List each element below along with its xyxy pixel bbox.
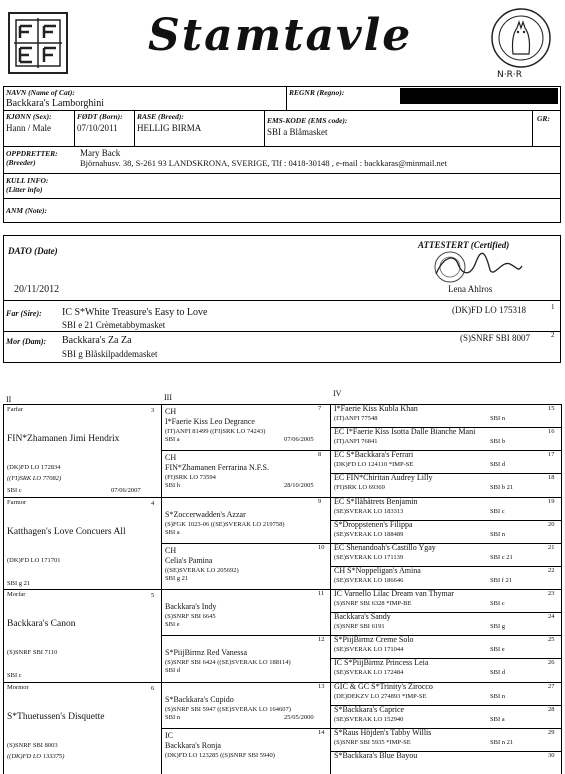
ancestor-title: CH: [165, 453, 177, 463]
ancestor-ems: SBI n: [490, 415, 505, 422]
ancestor-name: EC I*Faerie Kiss Isotta Dalle Bianche Mani: [334, 427, 476, 437]
ancestor-number: 30: [548, 751, 555, 759]
ancestor-name: IC S*PiijBirmz Princess Leia: [334, 658, 429, 668]
ancestor-name: Backkara's Canon: [7, 619, 76, 629]
ancestor-date: 25/05/2000: [284, 713, 314, 721]
ancestor-reg: (SE)SVERAK LO 171044: [334, 646, 404, 654]
ancestor-reg: (SE)SVERAK LO 172484: [334, 669, 404, 677]
ancestor-ems: SBI c: [490, 600, 505, 607]
cat-sex: Hann / Male: [6, 123, 51, 133]
sex-label: KJØNN (Sex):: [6, 112, 52, 121]
cat-name: Backkara's Lamborghini: [6, 98, 104, 109]
ancestor-number: 19: [548, 497, 555, 505]
breeder-name: Mary Back: [80, 148, 121, 158]
dam-ems: SBI g Blåskilpaddemasket: [62, 349, 158, 359]
date-value: 20/11/2012: [14, 284, 60, 295]
ancestor-name: S*Thuetussen's Disquette: [7, 711, 105, 722]
ancestor-name: FIN*Zhamanen Jimi Hendrix: [7, 434, 120, 444]
ancestor-reg: (S)SNRF SBI 5935 *IMP-SE: [334, 738, 411, 746]
ancestor-ems: SBI g 21: [7, 579, 31, 587]
ancestor-number: 3: [151, 407, 155, 414]
ancestor-name: EC S*Backkara's Ferrari: [334, 450, 414, 460]
ancestor-ems: SBI n: [165, 713, 180, 721]
ancestor-ems: SBI n 21: [490, 738, 514, 746]
ancestor-reg: (S)SNRF SBI 8003: [7, 741, 58, 749]
col-ii-header: II: [6, 395, 12, 404]
ancestor-number: 10: [318, 543, 325, 551]
ancestor-ems: SBI b 21: [490, 484, 514, 492]
ancestor-number: 4: [151, 499, 155, 507]
note-label: ANM (Note):: [6, 206, 48, 215]
ancestor-number: 27: [548, 682, 555, 690]
ancestor-name: S*Raus Höjden's Tabby Willis: [334, 727, 432, 737]
ancestor-ems: SBI a: [165, 528, 180, 536]
ancestor-role: Farmor: [7, 498, 27, 506]
ems-label: EMS-KODE (EMS code):: [267, 116, 348, 125]
sire-reg: (DK)FD LO 175318: [452, 305, 526, 315]
ancestor-number: 11: [318, 590, 325, 597]
ancestor-ems: SBI a: [490, 715, 505, 723]
ancestor-date: 07/06/2005: [284, 436, 314, 443]
ancestor-number: 16: [548, 428, 555, 436]
ancestor-role: Morfar: [7, 591, 26, 598]
nrr-seal-icon: [487, 6, 555, 74]
sire-num: 1: [551, 303, 555, 311]
ancestor-number: 7: [318, 405, 322, 412]
cat-breed: HELLIG BIRMA: [137, 123, 202, 133]
ancestor-ems: SBI d: [165, 667, 180, 675]
ancestor-number: 9: [318, 497, 322, 505]
fife-logo-icon: [10, 14, 66, 72]
ancestor-name: Katthagen's Love Concuers All: [7, 526, 126, 537]
regnr-redacted: [400, 88, 558, 104]
ancestor-name: I*Faerie Kiss Kubla Khan: [334, 404, 418, 413]
ancestor-ems: SBI c: [490, 507, 505, 515]
ancestor-name: Celia's Pamina: [165, 555, 213, 565]
gr-label: GR:: [537, 114, 550, 123]
ancestor-reg: (SE)SVERAK LO 183313: [334, 507, 404, 515]
ancestor-name: IC Varnello Lilac Dream van Thymar: [334, 589, 454, 598]
ancestor-ems: SBI e: [165, 621, 180, 628]
date-label: DATO (Date): [8, 246, 58, 256]
ancestor-number: 8: [318, 451, 322, 459]
ancestor-title: CH: [165, 545, 177, 555]
ancestor-name: GIC & GC S*Trinity's Zirocco: [334, 681, 433, 691]
ancestor-name: S*Droppstenen's Filippa: [334, 519, 413, 529]
breed-label: RASE (Breed):: [137, 112, 184, 121]
ancestor-name: FIN*Zhamanen Ferrarina N.F.S.: [165, 463, 270, 473]
name-label: NAVN (Name of Cat):: [6, 88, 75, 97]
ancestor-name: EC FIN*Chiritan Audrey Lilly: [334, 473, 433, 483]
sire-name: IC S*White Treasure's Easy to Love: [62, 307, 208, 318]
ancestor-name: S*Backkara's Caprice: [334, 704, 405, 714]
breeder-address: Björnahusv. 38, S-261 93 LANDSKRONA, SVERIGE, Tlf : 0418-30148 , e-mail : backkaras@minmail.net: [80, 158, 447, 168]
litter-label: KULL INFO: (Litter info): [6, 176, 49, 194]
ancestor-reg: (SE)SVERAK LO 152940: [334, 715, 404, 723]
ancestor-reg: ((SE)SVERAK LO 205692): [165, 566, 239, 574]
ancestor-name: EC S*Ilåhåtrets Benjamin: [334, 496, 418, 506]
ancestor-reg: (S)FGK 1023-06 ((SE)SVERAK LO 219758): [165, 520, 285, 528]
ancestor-number: 28: [548, 705, 555, 713]
ancestor-reg: (S)SNRF SBI 7110: [7, 649, 58, 656]
ancestor-reg2: ((DK)FD LO 133375): [7, 752, 65, 760]
ancestor-ems: SBI c 21: [490, 553, 513, 561]
ancestor-reg: (DE)DEKZV LO 274893 *IMP-SE: [334, 692, 427, 700]
ancestor-number: 18: [548, 474, 555, 482]
ancestor-number: 12: [318, 636, 325, 644]
ancestor-date: 07/06/2007: [111, 487, 141, 494]
dam-name: Backkara's Za Za: [62, 335, 132, 346]
ancestor-number: 14: [318, 728, 325, 736]
dam-reg: (S)SNRF SBI 8007: [460, 333, 531, 343]
ancestor-number: 20: [548, 520, 555, 528]
ancestor-reg: (SE)SVERAK LO 188489: [334, 530, 404, 538]
certified-label: ATTESTERT (Certified): [418, 240, 510, 250]
born-label: FØDT (Born):: [77, 112, 123, 121]
ancestor-ems: SBI f 21: [490, 576, 513, 584]
ancestor-role: Farfar: [7, 406, 23, 413]
ancestor-number: 23: [548, 590, 555, 597]
ancestor-number: 5: [151, 592, 155, 599]
ancestor-name: EC Shenandoah's Castillo Ygay: [334, 542, 436, 552]
ancestor-reg: (DK)FD LO 124110 *IMP-SE: [334, 461, 414, 469]
ancestor-ems: SBI c: [7, 672, 22, 679]
signature-icon: [424, 250, 524, 284]
ancestor-name: S*PiijBirmz Creme Solo: [334, 635, 414, 645]
ancestor-reg: (S)SNRF SBI 6424 ((SE)SVERAK LO 188114): [165, 659, 291, 667]
ancestor-ems: SBI c: [7, 487, 22, 494]
ancestor-ems: SBI d: [490, 669, 505, 677]
ancestor-date: 28/10/2005: [284, 482, 314, 490]
ancestor-number: 24: [548, 613, 555, 621]
ancestor-name: Backkara's Indy: [165, 602, 217, 611]
ancestor-ems: SBI n: [490, 530, 505, 538]
sire-label: Far (Sire):: [6, 309, 42, 318]
ancestor-name: S*Backkara's Blue Bayou: [334, 750, 418, 760]
ancestor-number: 21: [548, 543, 555, 551]
nrr-seal-text: N·R·R: [497, 70, 522, 80]
ancestor-name: CH S*Noppeligan's Amina: [334, 565, 421, 575]
fife-logo: [8, 12, 68, 74]
ancestor-reg: (S)SNRF SBI 6328 *IMP-BE: [334, 600, 412, 607]
ancestor-reg2: ((FI)SRK LO 77082): [7, 475, 62, 482]
ancestor-name: S*Zoccerwadden's Azzar: [165, 509, 246, 519]
ancestor-number: 25: [548, 636, 555, 644]
ancestor-reg: (SE)SVERAK LO 171139: [334, 553, 404, 561]
ancestor-reg: (S)SNRF SBI 5947 ((SE)SVERAK LO 164607): [165, 705, 291, 713]
ancestor-reg: (FI)SRK LO 69369: [334, 484, 385, 492]
breeder-label: OPPDRETTER: (Breeder): [6, 149, 58, 167]
ancestor-name: S*Backkara's Cupido: [165, 694, 234, 704]
ancestor-reg: (IT)ANFI 77548: [334, 415, 378, 422]
ancestor-number: 17: [548, 451, 555, 459]
ancestor-number: 13: [318, 682, 325, 690]
ancestor-name: Backkara's Sandy: [334, 612, 391, 622]
cat-ems: SBI a Blåmasket: [267, 127, 328, 137]
ancestor-name: S*PiijBirmz Red Vanessa: [165, 648, 248, 658]
nrr-seal: [487, 6, 555, 74]
ancestor-reg: (IT)ANFI 76841: [334, 438, 378, 446]
col-iv-header: IV: [333, 389, 342, 398]
ancestor-role: Mormor: [7, 683, 29, 691]
ancestor-name: Backkara's Ronja: [165, 740, 221, 750]
regnr-label: REGNR (Regno):: [289, 88, 345, 97]
ancestor-number: 29: [548, 728, 555, 736]
ancestor-ems: SBI g 21: [165, 574, 189, 582]
ancestor-reg: (DK)FD LO 123285 ((S)SNRF SBI 5940): [165, 751, 275, 759]
ancestor-reg: (S)SNRF SBI 6645: [165, 613, 216, 620]
dam-label: Mor (Dam):: [6, 337, 47, 346]
ancestor-ems: SBI d: [490, 461, 505, 469]
ancestor-ems: SBI a: [165, 436, 180, 443]
certifier-name: Lena Ahlros: [448, 284, 493, 294]
ancestor-number: 22: [548, 566, 555, 574]
cat-born: 07/10/2011: [77, 123, 118, 133]
ancestor-reg: (DK)FD LO 172834: [7, 464, 61, 471]
ancestor-reg: (FI)SRK LO 73594: [165, 474, 216, 482]
ancestor-ems: SBI b: [490, 438, 505, 446]
sire-ems: SBI e 21 Crèmetabbymasket: [62, 320, 166, 330]
ancestor-ems: SBI e: [490, 646, 505, 654]
page-title: Stamtavle: [148, 10, 413, 61]
ancestor-number: 6: [151, 684, 155, 692]
ancestor-reg: (SE)SVERAK LO 186646: [334, 576, 404, 584]
ancestor-ems: SBI n: [490, 692, 505, 700]
ancestor-name: I*Faerie Kiss Leo Degrance: [165, 417, 255, 426]
col-iii-header: III: [164, 393, 172, 402]
dam-num: 2: [551, 331, 555, 339]
ancestor-title: CH: [165, 407, 177, 416]
ancestor-reg: (IT)ANFI 81499 ((FI)SRK LO 74243): [165, 428, 266, 435]
ancestor-number: 26: [548, 659, 555, 667]
ancestor-ems: SBI g: [490, 623, 505, 631]
ancestor-reg: (S)SNRF SBI 6191: [334, 623, 385, 631]
ancestor-ems: SBI h: [165, 482, 180, 490]
ancestor-number: 15: [548, 405, 555, 412]
ancestor-title: IC: [165, 730, 173, 740]
certifier-signature: [424, 250, 524, 284]
ancestor-reg: (DK)FD LO 171701: [7, 556, 61, 564]
